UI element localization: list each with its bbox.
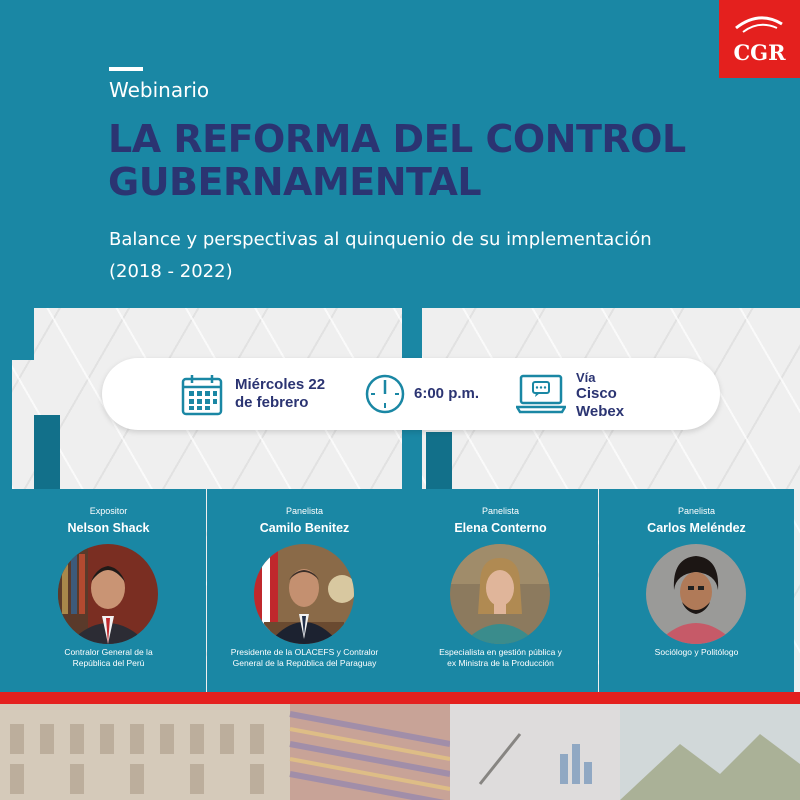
speaker-photo [450,544,550,644]
speaker-role: Panelista [481,506,520,516]
speaker-name: Camilo Benitez [259,521,350,535]
speaker-role: Panelista [285,506,324,516]
decor-bar [12,308,34,360]
speaker-card [403,489,598,692]
red-divider [0,692,800,704]
cgr-logo-swoosh [733,14,785,38]
cgr-logo [719,0,800,78]
subtitle [109,224,709,288]
event-via: Vía [576,370,596,385]
event-date [235,376,325,412]
event-info-bar [102,358,720,430]
logo-text: CGR [733,40,786,65]
speaker-name: Carlos Meléndez [647,521,746,535]
speaker-photo [254,544,354,644]
speaker-card [11,489,206,692]
speaker-name: Nelson Shack [67,521,150,535]
event-time: 6:00 p.m. [414,385,480,402]
event-date-line: de febrero [235,394,309,411]
speaker-desc-line: Especialista en gestión pública y [439,647,562,657]
event-platform-line: Webex [576,403,625,420]
kicker-dash [109,67,143,71]
event-platform-line: Cisco [576,385,617,402]
speaker-card [207,489,402,692]
speaker-desc-line: ex Ministra de la Producción [447,658,554,668]
speaker-desc-line: Contralor General de la [64,647,153,657]
speaker-description [19,647,198,669]
event-date-line: Miércoles 22 [235,376,326,393]
header-banner [0,0,800,308]
speaker-desc-line: Sociólogo y Politólogo [654,647,739,657]
speaker-name: Elena Conterno [454,521,547,535]
speaker-desc-line: Presidente de la OLACEFS y Contralor [230,647,379,657]
calendar-icon [180,373,224,417]
speaker-role: Expositor [89,506,128,516]
subtitle-line: Balance y perspectivas al quinquenio de su implementación [109,229,652,250]
laptop-chat-icon [516,373,566,415]
speaker-description [411,647,590,669]
speaker-description [215,647,394,669]
speaker-description [607,647,786,658]
speaker-card [599,489,794,692]
speaker-desc-line: República del Perú [72,658,145,668]
page-title: LA REFORMA DEL CONTROL GUBERNAMENTAL [108,117,686,204]
event-platform [576,370,624,421]
speaker-role: Panelista [677,506,716,516]
subtitle-years: (2018 - 2022) [109,261,233,282]
speaker-photo [58,544,158,644]
speaker-desc-line: General de la República del Paraguay [232,658,377,668]
photo-collage-strip [0,704,800,800]
webinar-kicker: Webinario [109,78,210,102]
speaker-photo [646,544,746,644]
clock-icon [364,373,406,415]
